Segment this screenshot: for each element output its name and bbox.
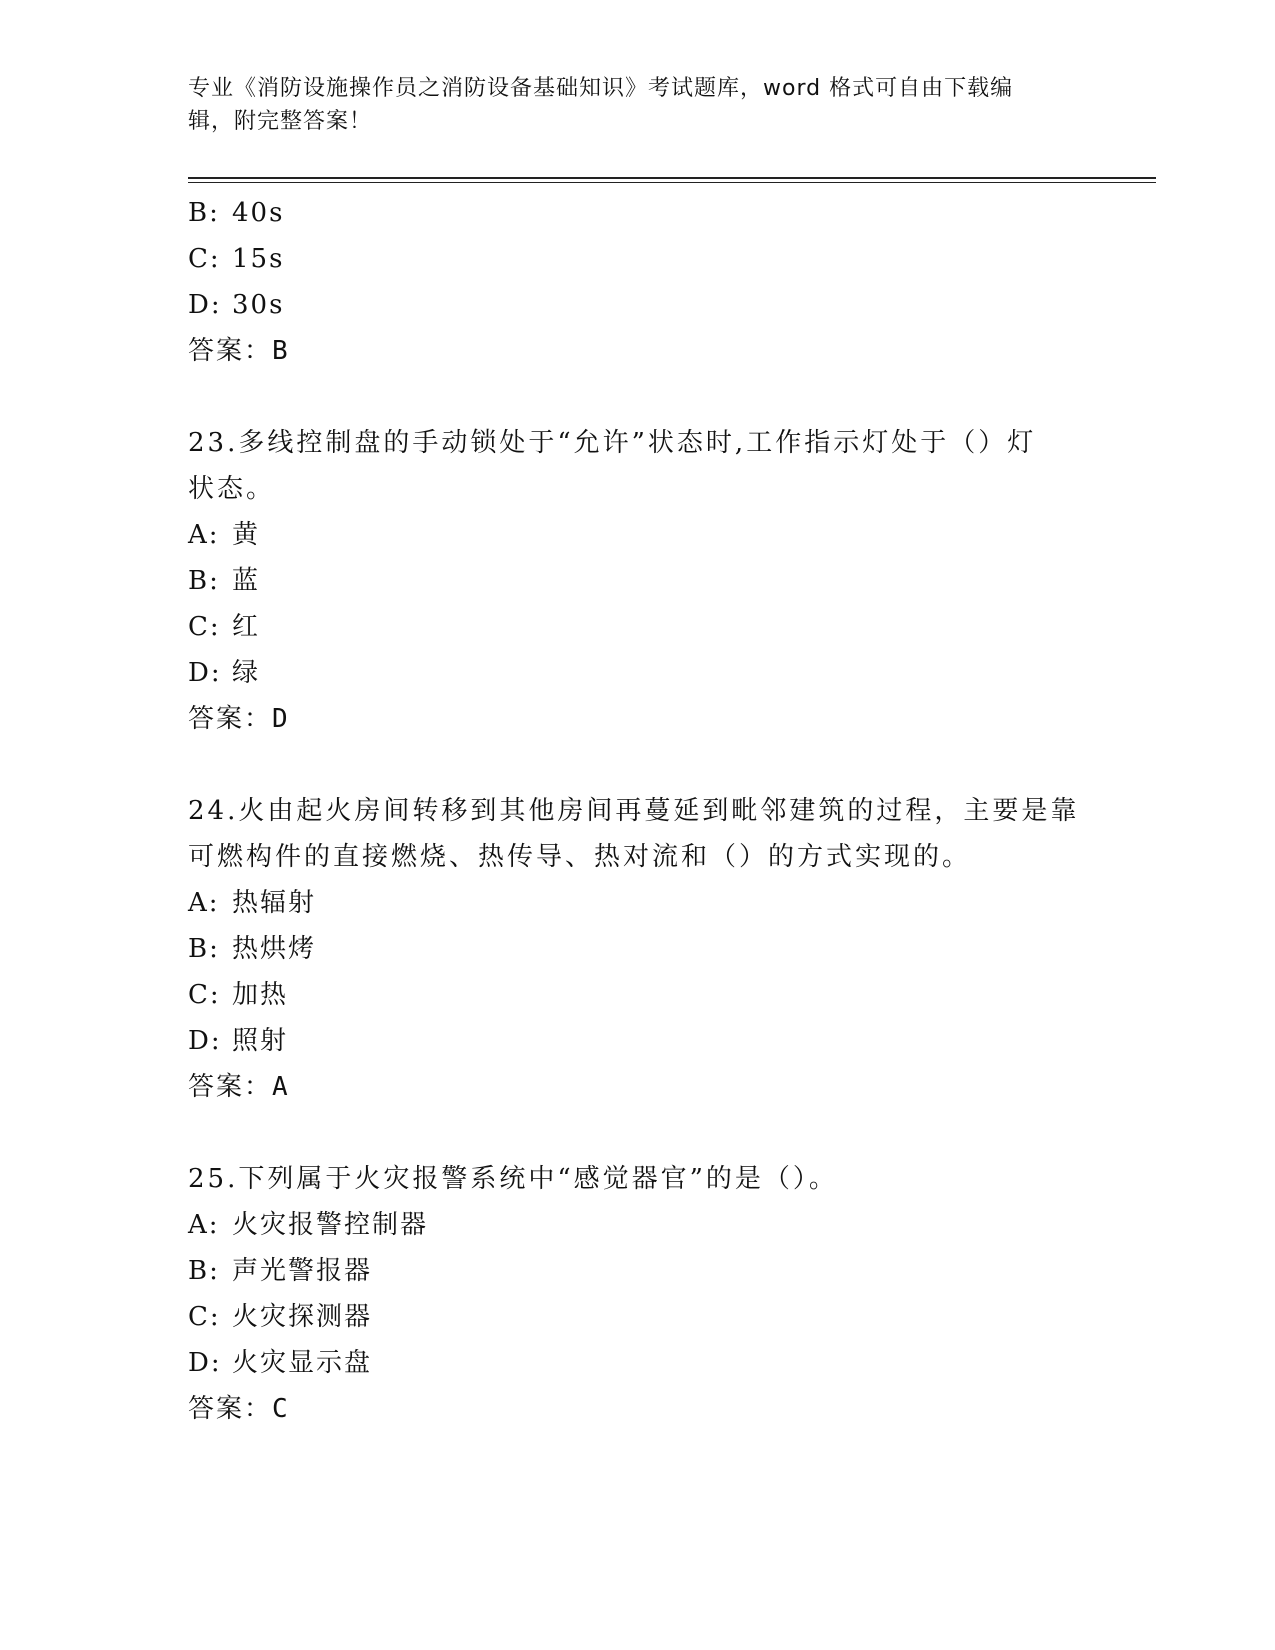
option-c (188, 236, 1088, 282)
option-a (188, 880, 1088, 926)
answer-label: 答案： (188, 336, 273, 366)
option-letter: A: (188, 888, 220, 918)
answer-value: C (272, 1394, 290, 1424)
option-c (188, 972, 1088, 1018)
option-letter: D: (188, 658, 222, 688)
option-letter: C: (188, 1302, 221, 1332)
answer-line (188, 696, 1088, 742)
option-text: 黄 (232, 520, 261, 550)
option-c (188, 1294, 1088, 1340)
option-b (188, 1248, 1088, 1294)
option-text: 声光警报器 (232, 1256, 373, 1286)
option-letter: A: (188, 520, 220, 550)
spacer (188, 374, 1088, 420)
question-fragment (188, 190, 1088, 374)
option-text: 红 (232, 612, 261, 642)
option-letter: A: (188, 1210, 220, 1240)
question-23 (188, 420, 1088, 742)
option-text: 绿 (232, 658, 261, 688)
option-text: 蓝 (232, 566, 261, 596)
answer-value: B (272, 336, 290, 366)
option-b (188, 558, 1088, 604)
option-text: 40s (232, 198, 285, 228)
question-24 (188, 788, 1088, 1110)
answer-label: 答案： (188, 1394, 273, 1424)
header-line-2: 辑，附完整答案！ (188, 109, 373, 134)
option-d (188, 282, 1088, 328)
spacer (188, 742, 1088, 788)
option-text: 30s (232, 290, 285, 320)
answer-line (188, 1386, 1088, 1432)
option-b (188, 926, 1088, 972)
question-stem-line: 状态。 (188, 474, 276, 504)
answer-value: D (272, 704, 290, 734)
option-text: 照射 (232, 1026, 289, 1056)
option-text: 火灾显示盘 (232, 1348, 373, 1378)
option-d (188, 650, 1088, 696)
option-letter: B: (188, 1256, 220, 1286)
option-letter: B: (188, 566, 220, 596)
answer-line (188, 1064, 1088, 1110)
option-text: 加热 (232, 980, 289, 1010)
option-letter: D: (188, 1026, 222, 1056)
question-list (188, 190, 1088, 1432)
spacer (188, 1110, 1088, 1156)
option-text: 15s (232, 244, 285, 274)
option-text: 火灾探测器 (232, 1302, 373, 1332)
question-stem-line: 23.多线控制盘的手动锁处于“允许”状态时,工作指示灯处于（）灯 (188, 428, 1037, 458)
option-letter: B: (188, 934, 220, 964)
header-line-1: 专业《消防设施操作员之消防设备基础知识》考试题库，word 格式可自由下载编 (188, 76, 1014, 101)
answer-value: A (272, 1072, 290, 1102)
option-letter: C: (188, 980, 221, 1010)
option-letter: D: (188, 290, 222, 320)
option-text: 热烘烤 (232, 934, 317, 964)
option-d (188, 1018, 1088, 1064)
option-a (188, 512, 1088, 558)
option-c (188, 604, 1088, 650)
answer-label: 答案： (188, 1072, 273, 1102)
option-letter: D: (188, 1348, 222, 1378)
header-rule-thick (188, 177, 1156, 179)
option-a (188, 1202, 1088, 1248)
option-b (188, 190, 1088, 236)
option-text: 火灾报警控制器 (232, 1210, 429, 1240)
question-stem-line: 可燃构件的直接燃烧、热传导、热对流和（）的方式实现的。 (188, 842, 972, 872)
option-letter: C: (188, 612, 221, 642)
answer-line (188, 328, 1088, 374)
question-25 (188, 1156, 1088, 1432)
option-d (188, 1340, 1088, 1386)
option-text: 热辐射 (232, 888, 317, 918)
question-stem-line: 24.火由起火房间转移到其他房间再蔓延到毗邻建筑的过程，主要是靠 (188, 796, 1080, 826)
option-letter: B: (188, 198, 220, 228)
document-header (188, 72, 1068, 138)
option-letter: C: (188, 244, 221, 274)
header-rule-thin (188, 182, 1156, 183)
question-stem-line: 25.下列属于火灾报警系统中“感觉器官”的是（）。 (188, 1164, 838, 1194)
answer-label: 答案： (188, 704, 273, 734)
